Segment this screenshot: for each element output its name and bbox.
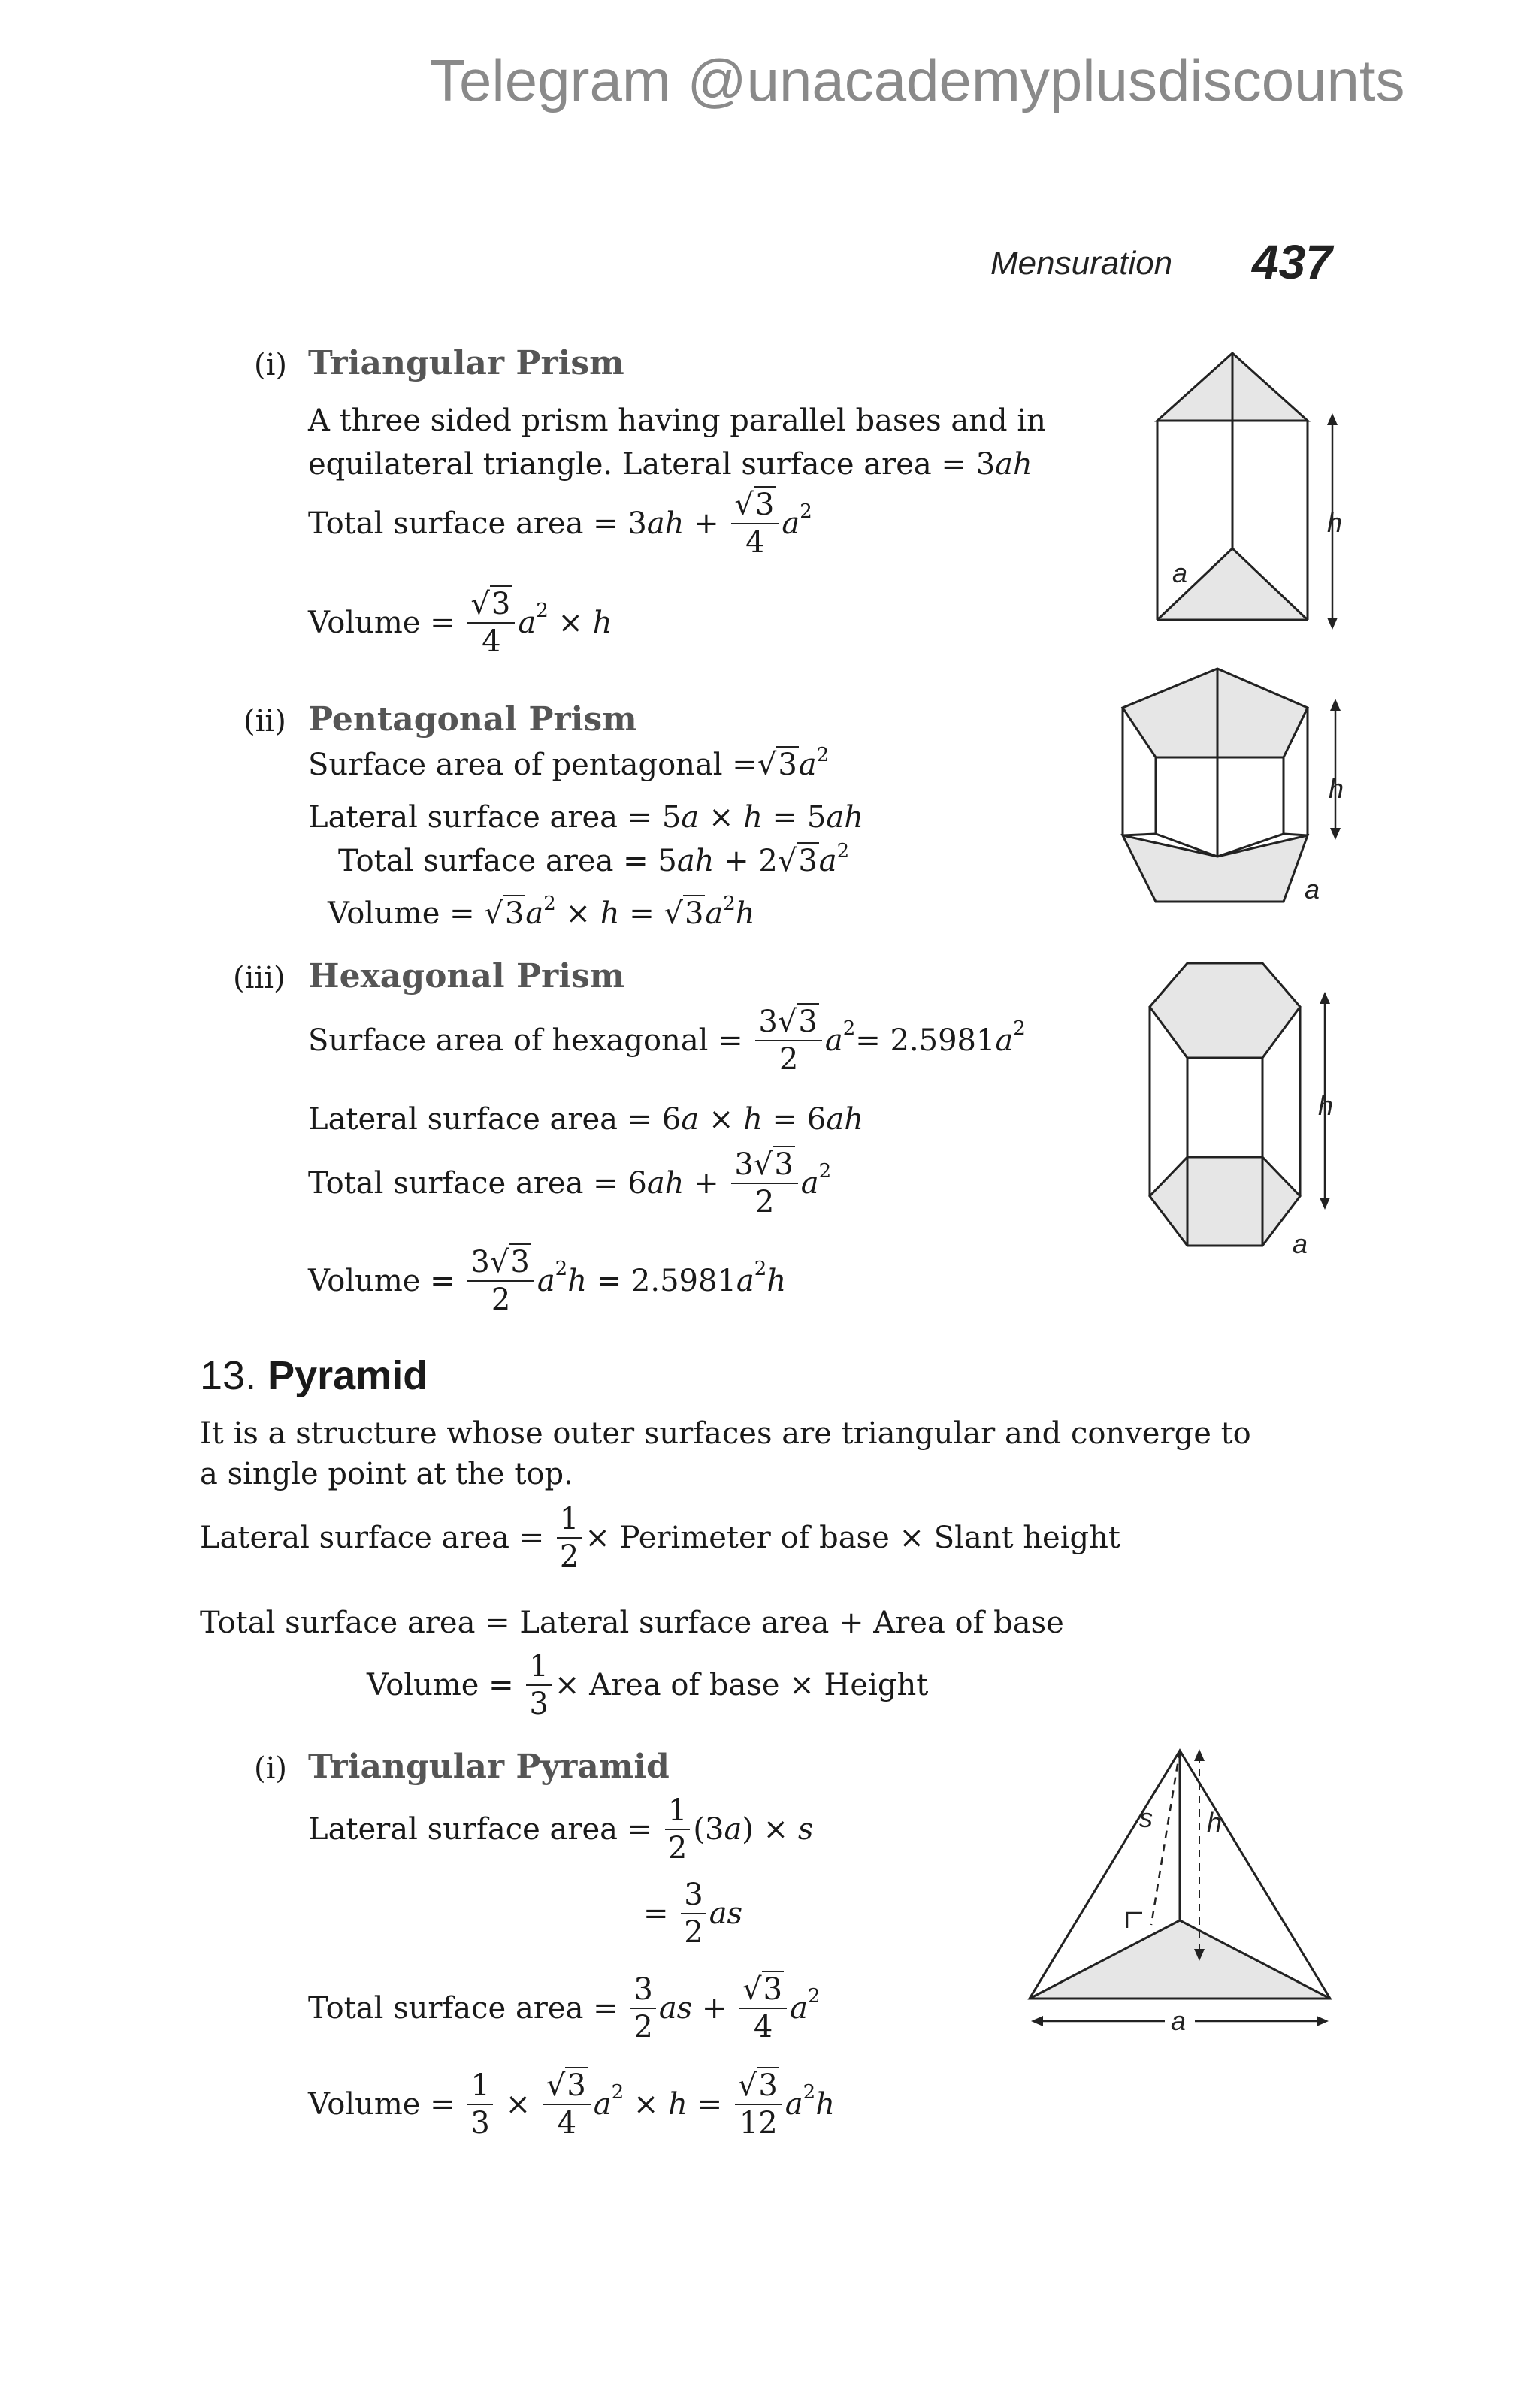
pent-prism-total-surface-area: Total surface area = $5ah + 2√3a^2$	[338, 840, 850, 878]
label-a: a	[1293, 1228, 1308, 1259]
label-a: a	[1305, 874, 1320, 905]
page-number: 437	[1252, 235, 1332, 289]
item-number-hex-prism: (iii)	[233, 961, 286, 996]
pent-prism-lateral-surface-area: Lateral surface area = 5a × h = 5ah	[308, 800, 863, 835]
tri-pyramid-lateral-surface-area: Lateral surface area = $\frac{1}{2}$ (3a) × s	[308, 1793, 814, 1866]
hex-prism-surface-area: Surface area of hexagonal = $\frac{3√3}{2}$ $a^2= 2.5981a^2$	[308, 1005, 1026, 1077]
triangular-prism-figure	[1142, 346, 1368, 639]
tri-prism-description-line2: equilateral triangle. Lateral surface area = 3ah	[308, 447, 1033, 482]
section-heading-pyramid: 13. Pyramid	[200, 1353, 428, 1398]
label-h: h	[1329, 773, 1344, 804]
item-number-pent-prism: (ii)	[243, 704, 286, 739]
heading-triangular-prism: Triangular Prism	[308, 344, 624, 382]
heading-triangular-pyramid: Triangular Pyramid	[308, 1748, 670, 1786]
hexagonal-prism-figure	[1142, 956, 1368, 1264]
tri-pyramid-total-surface-area: Total surface area = $\frac{3}{2}$ as + $\frac{√3}{4}$ $a^2$	[308, 1972, 821, 2044]
pyramid-description-line1: It is a structure whose outer surfaces are triangular and converge to	[200, 1416, 1251, 1451]
pent-prism-surface-area: Surface area of pentagonal $=√3a^2$	[308, 744, 830, 782]
hex-prism-lateral-surface-area: Lateral surface area = 6a × h = 6ah	[308, 1102, 863, 1137]
pyramid-lateral-surface-area: Lateral surface area = $\frac{1}{2}$ × Perimeter of base × Slant height	[200, 1502, 1120, 1574]
pyramid-description-line2: a single point at the top.	[200, 1457, 573, 1491]
running-title: Mensuration	[990, 245, 1173, 282]
tri-pyramid-volume: Volume = $\frac{1}{3}$ × $\frac{√3}{4}$ $a^2 \times h$ = $\frac{√3}{12}$ $a^2h$	[308, 2068, 835, 2141]
label-a: a	[1172, 557, 1188, 588]
tri-prism-volume: Volume = $\frac{√3}{4}$ $a^2 \times h$	[308, 587, 612, 659]
tri-prism-total-surface-area: Total surface area = 3ah + $\frac{√3}{4}$ $a^2$	[308, 488, 812, 560]
hex-prism-total-surface-area: Total surface area = 6ah + $\frac{3√3}{2}$ $a^2$	[308, 1147, 832, 1219]
pentagonal-prism-figure	[1112, 661, 1353, 917]
item-number-tri-prism: (i)	[254, 348, 288, 382]
pyramid-total-surface-area: Total surface area = Lateral surface area + Area of base	[200, 1606, 1064, 1640]
tri-pyramid-lateral-surface-area-simplified: = $\frac{3}{2}$ as	[643, 1878, 743, 1950]
triangular-pyramid-figure	[1014, 1743, 1338, 2044]
label-h: h	[1318, 1090, 1334, 1121]
hex-prism-volume: Volume = $\frac{3√3}{2}$ $a^2h = 2.5981a^2h$	[308, 1245, 787, 1317]
label-a: a	[1171, 2005, 1187, 2036]
pent-prism-volume: Volume = $√3a^2 \times h = √3a^2h$	[328, 893, 755, 931]
pyramid-volume: Volume = $\frac{1}{3}$ × Area of base × Height	[367, 1649, 929, 1721]
watermark: Telegram @unacademyplusdiscounts	[430, 47, 1405, 113]
heading-hexagonal-prism: Hexagonal Prism	[308, 957, 625, 996]
item-number-tri-pyramid: (i)	[254, 1751, 288, 1786]
tri-prism-description-line1: A three sided prism having parallel bases and in	[308, 403, 1046, 438]
label-s: s	[1139, 1802, 1153, 1833]
heading-pentagonal-prism: Pentagonal Prism	[308, 700, 637, 739]
label-h: h	[1327, 507, 1343, 538]
label-h: h	[1207, 1807, 1223, 1838]
